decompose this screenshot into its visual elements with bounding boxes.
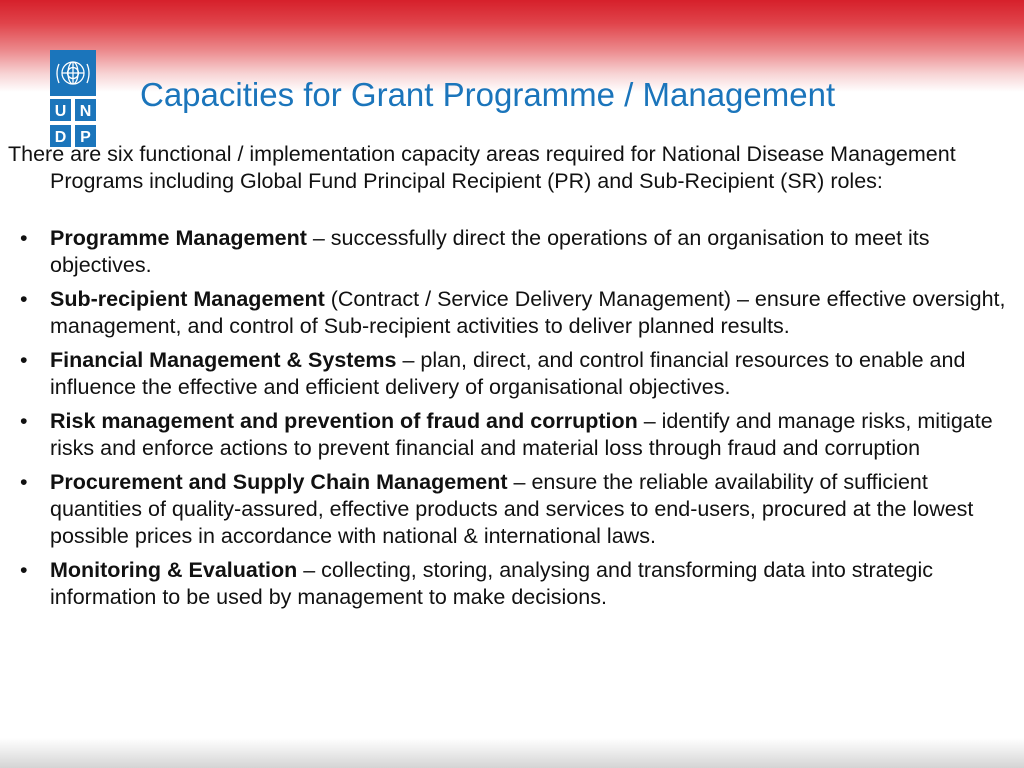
item-description: – identify and manage risks, mitigate risks and enforce actions to prevent financial and material loss through fraud and corruption: [50, 409, 993, 460]
list-item: [8, 469, 1014, 550]
bullet-icon: •: [20, 470, 28, 494]
item-term: Programme Management: [50, 226, 307, 250]
item-term: Financial Management & Systems: [50, 348, 397, 372]
item-description: (Contract / Service Delivery Management) – ensure effective oversight, management, and control of Sub-recipient activities to deliver planned results.: [50, 287, 1006, 338]
item-description: – plan, direct, and control financial resources to enable and influence the effective and efficient delivery of organisational objectives.: [50, 348, 966, 399]
bullet-icon: •: [20, 287, 28, 311]
item-term: Risk management and prevention of fraud and corruption: [50, 409, 638, 433]
logo-letter-u: U: [54, 103, 67, 120]
item-term: Sub-recipient Management: [50, 287, 325, 311]
list-item: [8, 225, 1014, 279]
slide-title: Capacities for Grant Programme / Management: [140, 76, 836, 113]
slide-body: [8, 141, 1014, 618]
logo-letter-d: D: [54, 129, 67, 146]
item-description: – collecting, storing, analysing and transforming data into strategic information to be used by management to make decisions.: [50, 558, 934, 609]
logo-letter-n: N: [79, 103, 92, 120]
item-description: – successfully direct the operations of an organisation to meet its objectives.: [50, 226, 930, 277]
list-item: [8, 557, 1014, 611]
paragraph-spacer: [8, 195, 1014, 225]
capacity-list: [8, 225, 1014, 611]
item-description: – ensure the reliable availability of sufficient quantities of quality-assured, effective products and services to end-users, procured at the lowest possible prices in accordance with national & international laws.: [50, 470, 974, 548]
undp-logo: [50, 50, 96, 148]
item-term: Monitoring & Evaluation: [50, 558, 298, 582]
bullet-icon: •: [20, 226, 28, 250]
list-item: [8, 347, 1014, 401]
bullet-icon: •: [20, 558, 28, 582]
bullet-icon: •: [20, 348, 28, 372]
logo-letter-p: P: [80, 129, 91, 146]
intro-paragraph: There are six functional / implementation capacity areas required for National Disease Management Programs including Global Fund Principal Recipient (PR) and Sub-Recipient (SR) roles:: [8, 142, 956, 193]
item-term: Procurement and Supply Chain Management: [50, 470, 508, 494]
bottom-gray-band: [0, 738, 1024, 768]
list-item: [8, 286, 1014, 340]
list-item: [8, 408, 1014, 462]
bullet-icon: •: [20, 409, 28, 433]
